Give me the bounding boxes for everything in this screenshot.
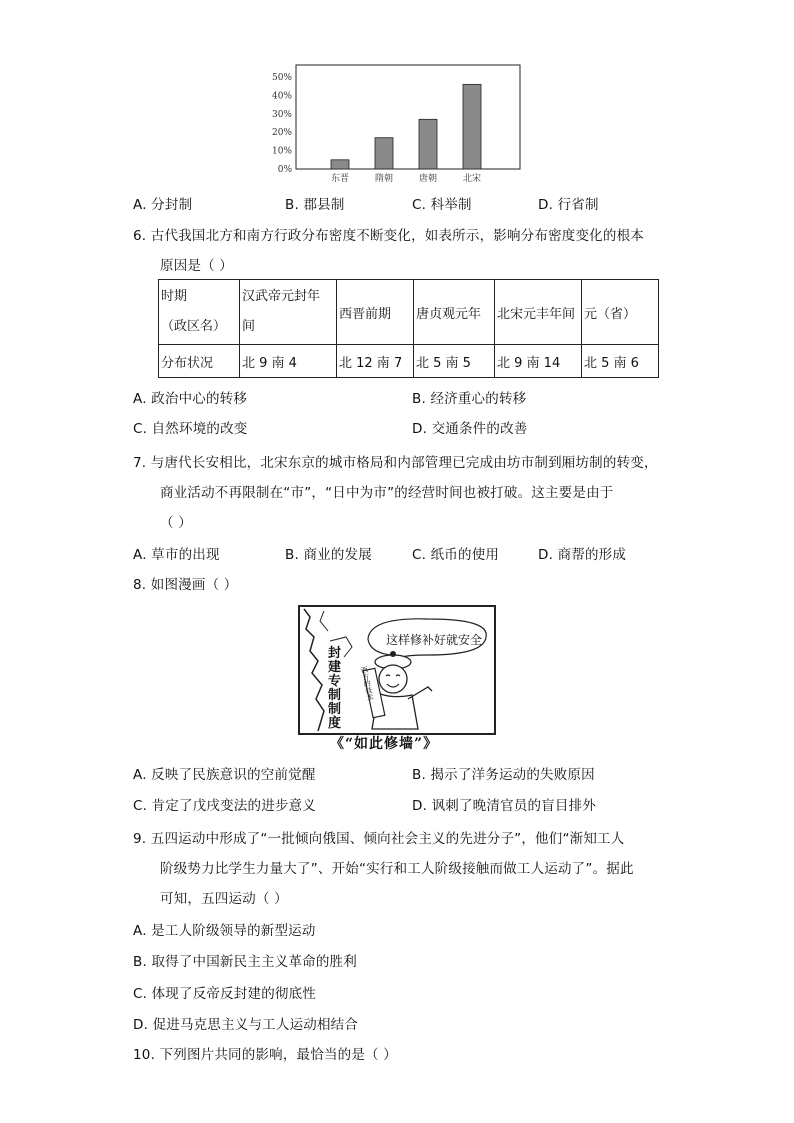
q7-stem-line1: 7. 与唐代长安相比，北宋东京的城市格局和内部管理已完成由坊市制到厢坊制的转变， xyxy=(133,455,658,471)
wall-crack xyxy=(320,611,328,631)
table-cell: 北 5 南 6 xyxy=(582,345,659,378)
table-cell: 北 5 南 5 xyxy=(414,345,495,378)
table-header-cell: 元（省） xyxy=(582,280,659,345)
y-tick-labels xyxy=(272,73,292,175)
cartoon-patch-text: 西方的技术 xyxy=(360,665,375,703)
q5-option-a[interactable]: A. 分封制 xyxy=(133,197,193,213)
q7-option-b[interactable]: B. 商业的发展 xyxy=(285,547,372,563)
official-arm xyxy=(408,687,432,699)
x-tick-label: 唐朝 xyxy=(418,174,438,184)
q6-table xyxy=(158,279,659,378)
y-tick-label: 20% xyxy=(271,128,292,139)
q10-stem: 10. 下列图片共同的影响，最恰当的是（ ） xyxy=(133,1047,397,1063)
wall-char: 专 xyxy=(328,674,342,689)
q7-stem-line3: （ ） xyxy=(160,515,192,531)
q9-option-a[interactable]: A. 是工人阶级领导的新型运动 xyxy=(133,923,316,939)
q6-option-d[interactable]: D. 交通条件的改善 xyxy=(412,421,528,437)
table-header-cell: 西晋前期 xyxy=(337,280,414,345)
y-tick-label: 50% xyxy=(271,73,292,83)
q8-stem: 8. 如图漫画（ ） xyxy=(133,577,238,593)
q8-option-a[interactable]: A. 反映了民族意识的空前觉醒 xyxy=(133,767,316,783)
official-face xyxy=(379,665,407,693)
wall-char: 封 xyxy=(328,646,342,661)
q6-option-c[interactable]: C. 自然环境的改变 xyxy=(133,421,248,437)
q9-option-b[interactable]: B. 取得了中国新民主主义革命的胜利 xyxy=(133,954,357,970)
x-tick-label: 东晋 xyxy=(330,174,350,184)
x-tick-label: 隋朝 xyxy=(374,174,394,184)
bar-chart xyxy=(262,58,532,186)
q9-option-c[interactable]: C. 体现了反帝反封建的彻底性 xyxy=(133,986,317,1002)
x-tick-label: 北宋 xyxy=(462,174,482,184)
cartoon-image xyxy=(298,605,496,735)
wall-char: 制 xyxy=(328,702,342,717)
q7-option-a[interactable]: A. 草市的出现 xyxy=(133,547,220,563)
table-cell: 北 9 南 14 xyxy=(495,345,582,378)
cartoon-speech-text: 这样修补好就安全 xyxy=(386,633,483,647)
q6-option-a[interactable]: A. 政治中心的转移 xyxy=(133,391,248,407)
q6-stem-line2: 原因是（ ） xyxy=(160,258,233,274)
y-tick-label: 10% xyxy=(271,146,292,157)
x-tick-labels xyxy=(331,172,481,184)
table-cell: 北 12 南 7 xyxy=(337,345,414,378)
table-header-row xyxy=(159,280,659,345)
q8-option-d[interactable]: D. 讽刺了晚清官员的盲目排外 xyxy=(412,798,596,814)
table-header-cell: 时期 （政区名） xyxy=(159,280,240,345)
q8-option-b[interactable]: B. 揭示了洋务运动的失败原因 xyxy=(412,767,595,783)
y-tick-label: 30% xyxy=(271,109,292,120)
table-row xyxy=(159,345,659,378)
wall-char: 建 xyxy=(328,660,342,675)
q7-option-d[interactable]: D. 商帮的形成 xyxy=(538,547,627,563)
table-cell: 北 9 南 4 xyxy=(240,345,337,378)
bar xyxy=(419,119,437,169)
q9-stem-line2: 阶级势力比学生力量大了”、开始“实行和工人阶级接触而做工人运动了”。据此 xyxy=(160,861,634,877)
wall-outline xyxy=(304,609,324,731)
q5-option-c[interactable]: C. 科举制 xyxy=(412,197,472,213)
wall-char: 度 xyxy=(328,716,342,731)
hat-knob xyxy=(390,651,396,657)
bar xyxy=(463,84,481,169)
table-header-cell: 唐贞观元年 xyxy=(414,280,495,345)
q7-option-c[interactable]: C. 纸币的使用 xyxy=(412,547,500,563)
bars xyxy=(331,84,481,169)
q9-stem-line1: 9. 五四运动中形成了“一批倾向俄国、倾向社会主义的先进分子”，他们“渐知工人 xyxy=(133,831,625,847)
table-header-cell: 北宋元丰年间 xyxy=(495,280,582,345)
q6-stem-line1: 6. 古代我国北方和南方行政分布密度不断变化，如表所示，影响分布密度变化的根本 xyxy=(133,228,644,244)
q9-option-d[interactable]: D. 促进马克思主义与工人运动相结合 xyxy=(133,1017,359,1033)
table-header-cell: 汉武帝元封年 间 xyxy=(240,280,337,345)
q9-stem-line3: 可知，五四运动（ ） xyxy=(160,891,288,907)
cartoon-caption: 《“如此修墙”》 xyxy=(330,736,439,752)
y-tick-label: 0% xyxy=(277,165,292,175)
q5-option-b[interactable]: B. 郡县制 xyxy=(285,197,345,213)
wall-char: 制 xyxy=(328,688,342,703)
bar xyxy=(375,138,393,169)
q5-option-d[interactable]: D. 行省制 xyxy=(538,197,599,213)
plot-area xyxy=(296,65,520,169)
table-cell: 分布状况 xyxy=(159,345,240,378)
bar xyxy=(331,160,349,169)
q8-option-c[interactable]: C. 肯定了戊戌变法的进步意义 xyxy=(133,798,317,814)
q6-option-b[interactable]: B. 经济重心的转移 xyxy=(412,391,527,407)
q7-stem-line2: 商业活动不再限制在“市”，“日中为市”的经营时间也被打破。这主要是由于 xyxy=(160,485,614,501)
cartoon-wall-text xyxy=(328,647,342,731)
y-tick-label: 40% xyxy=(271,91,292,102)
